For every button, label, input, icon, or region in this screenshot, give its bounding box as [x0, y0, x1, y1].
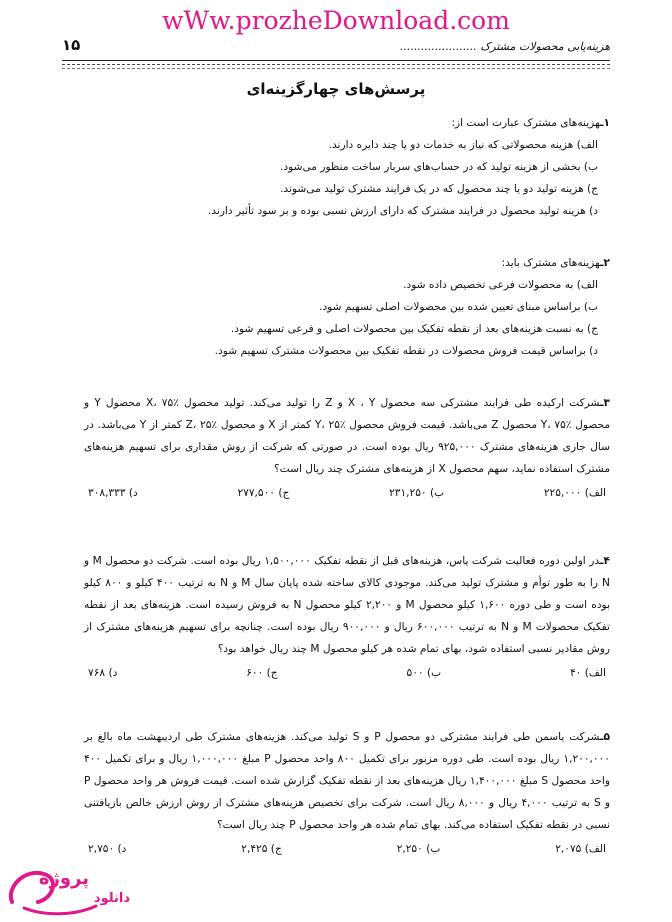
- header-rule-dashed: [62, 64, 610, 65]
- choice-b: ب) ۵۰۰: [406, 667, 442, 679]
- header-rule-dashed-2: [62, 68, 610, 69]
- page-number: ۱۵: [62, 36, 81, 54]
- question-text: هزینه‌های مشترک عبارت است از:: [451, 117, 600, 129]
- option-c: ج) به نسبت هزینه‌های بعد از نقطه تفکیک بین محصولات اصلی و فرعی تسهیم شود.: [230, 323, 598, 335]
- question-stem: [84, 550, 610, 660]
- question-4: [84, 550, 610, 726]
- question-1: [84, 112, 610, 252]
- question-text: شرکت ارکیده طی فرایند مشترکی سه محصول X ، Y و Z را تولید می‌کند. تولید محصول X، ۷۵٪ محصول Y و محصول Y، ۷۵٪ محصول Z می‌باشد. قیمت فروش محصول Y، ۲۵٪ کمتر از X و محصول Z، ۲۵٪ کمتر از Y می‌باشد. در سال جاری هزینه‌های مشترک ۹۲۵,۰۰۰ ریال بوده است. در صورتی که شرکت از روش مقداری برای تسهیم هزینه‌های مشترک استفاده نماید، سهم محصول X از هزینه‌های مشترک چند ریال است؟: [84, 397, 611, 475]
- question-number: ۲ـ: [599, 257, 610, 269]
- option-b: ب) براساس مبنای تعیین شده بین محصولات اصلی تسهیم شود.: [319, 301, 598, 313]
- answer-choices: [84, 482, 610, 504]
- answer-choices: [84, 662, 610, 684]
- logo-text-large: پروژه: [38, 868, 90, 889]
- question-stem: [84, 726, 610, 836]
- question-text: هزینه‌های مشترک باید:: [501, 257, 600, 269]
- option-a: الف) هزینه محصولاتی که نیاز به خدمات دو یا چند دایره دارند.: [328, 139, 598, 151]
- running-title: هزینه‌یابی محصولات مشترک ......................: [400, 40, 610, 53]
- option-d: د) براساس قیمت فروش محصولات در نقطه تفکیک بین محصولات مشترک تسهیم شود.: [214, 345, 598, 357]
- choice-d: د) ۷۶۸: [88, 667, 118, 679]
- running-header: [62, 36, 610, 58]
- question-5: [84, 726, 610, 860]
- question-3: [84, 392, 610, 550]
- question-number: ۵ـ: [599, 731, 610, 743]
- option-b: ب) بخشی از هزینه تولید که در حساب‌های سربار ساخت منظور می‌شود.: [280, 161, 598, 173]
- question-stem: [84, 112, 610, 134]
- question-stem: [84, 252, 610, 274]
- choice-c: ج) ۲,۴۲۵: [241, 843, 282, 855]
- prozhe-download-logo: [4, 858, 154, 920]
- question-number: ۱ـ: [599, 117, 610, 129]
- option-a: الف) به محصولات فرعی تخصیص داده شود.: [403, 279, 598, 291]
- logo-text-small: دانلود: [93, 891, 131, 906]
- choice-a: الف) ۴۰: [569, 667, 606, 679]
- header-rule: [62, 60, 610, 61]
- choice-b: ب) ۲,۲۵۰: [396, 843, 441, 855]
- choice-c: ج) ۲۷۷,۵۰۰: [237, 487, 290, 499]
- site-url-watermark: wWw.prozheDownload.com: [162, 6, 510, 35]
- question-number: ۳ـ: [599, 397, 611, 409]
- question-number: ۴ـ: [599, 555, 610, 567]
- option-d: د) هزینه تولید محصول در فرایند مشترک که دارای ارزش نسبی بوده و بر سود تأثیر دارند.: [207, 205, 598, 217]
- choice-d: د) ۳۰۸,۳۳۳: [88, 487, 138, 499]
- choice-d: د) ۲,۷۵۰: [88, 843, 127, 855]
- questions: [84, 112, 610, 860]
- choice-b: ب) ۲۳۱,۲۵۰: [389, 487, 445, 499]
- question-2: [84, 252, 610, 392]
- question-stem: [84, 392, 610, 480]
- section-title: پرسش‌های چهارگزینه‌ای: [246, 80, 426, 98]
- choice-a: الف) ۲۲۵,۰۰۰: [543, 487, 606, 499]
- answer-choices: [84, 838, 610, 860]
- choice-c: ج) ۶۰۰: [246, 667, 278, 679]
- question-text: در اولین دوره فعالیت شرکت یاس، هزینه‌های قبل از نقطه تفکیک ۱,۵۰۰,۰۰۰ ریال بوده است. شرکت دو محصول M و N را به طور توأم و مشترک تولید می‌کند. موجودی کالای ساخته شده پایان سال M و N به ترتیب ۴۰۰ کیلو و ۸۰۰ کیلو بوده است و طی دوره ۱,۶۰۰ کیلو محصول M و ۲,۲۰۰ کیلو محصول N به فروش رسیده است. هزینه‌های بعد از نقطه تفکیک محصولات M و N به ترتیب ۶۰۰,۰۰۰ ریال و ۹۰۰,۰۰۰ ریال بوده است. چنانچه برای تسهیم هزینه‌های مشترک از روش مقادیر نسبی استفاده شود، بهای تمام شده هر کیلو محصول M چند ریال خواهد بود؟: [84, 555, 610, 655]
- choice-a: الف) ۲,۰۷۵: [555, 843, 606, 855]
- option-c: ج) هزینه تولید دو یا چند محصول که در یک فرایند مشترک تولید می‌شوند.: [280, 183, 598, 195]
- question-text: شرکت یاسمن طی فرایند مشترکی دو محصول P و S تولید می‌کند. هزینه‌های مشترک طی اردیبهشت ماه بالغ بر ۱,۲۰۰,۰۰۰ ریال بوده است. طی دوره مزبور برای تکمیل ۸۰۰ واحد محصول P مبلغ ۱,۰۰۰,۰۰۰ ریال و برای تکمیل ۴۰۰ واحد محصول S مبلغ ۱,۴۰۰,۰۰۰ ریال هزینه‌های بعد از نقطه تفکیک گزارش شده است. قیمت فروش هر واحد محصول P و S به ترتیب ۴,۰۰۰ ریال و ۸,۰۰۰ ریال است. شرکت برای تخصیص هزینه‌های مشترک از روش ارزش خالص بازیافتنی نسبی در نقطه تفکیک استفاده می‌کند. بهای تمام شده هر واحد محصول P چند ریال است؟: [84, 731, 610, 831]
